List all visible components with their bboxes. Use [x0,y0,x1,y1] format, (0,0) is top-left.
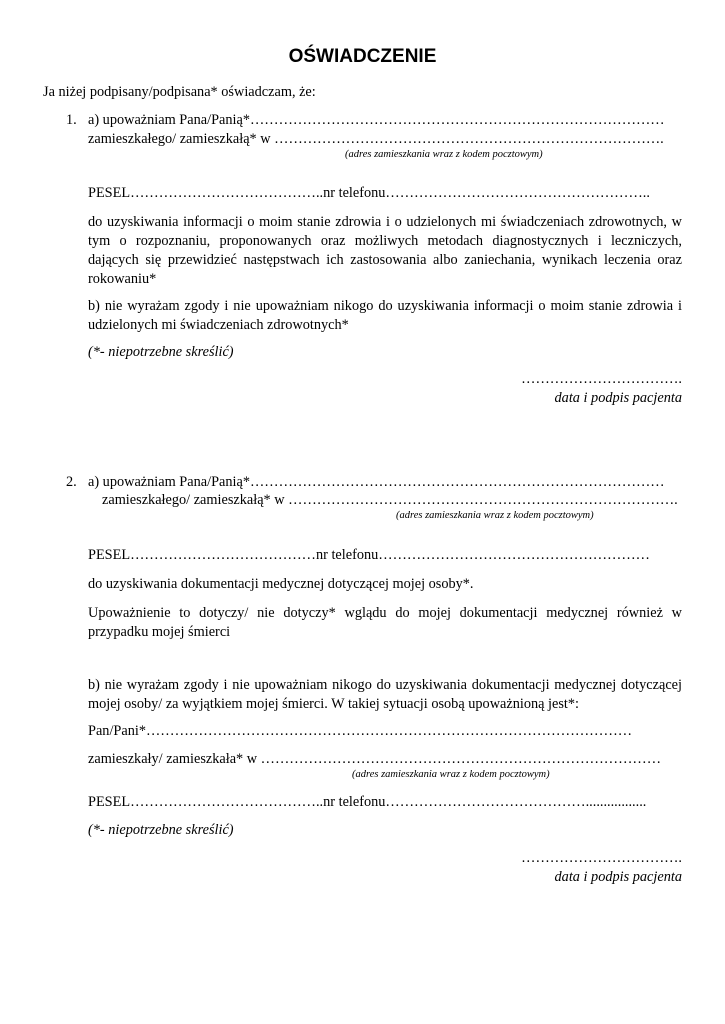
section-1-pesel-line: PESEL…………………………………..nr telefonu……………………………………………….. [88,185,650,201]
section-2-authorize-line: a) upoważniam Pana/Panią*…………………………………………………………………………… [88,474,665,490]
section-2-signature-dots: ……………………………. [521,850,682,866]
section-2-refuse-text: b) nie wyrażam zgody i nie upoważniam nikogo do uzyskiwania dokumentacji medycznej dotyczącej mojej osoby/ za wyjątkiem mojej śmierci. W takiej sytuacji osobą upoważnioną jest*: [88,677,682,712]
section-1-signature-dots: ……………………………. [521,371,682,387]
section-1-address-caption: (adres zamieszkania wraz z kodem pocztowym) [345,149,543,160]
document-title: OŚWIADCZENIE [288,46,437,67]
section-1-scope-text: do uzyskiwania informacji o moim stanie zdrowia i o udzielonych mi świadczeniach zdrowotnych, w tym o rozpoznaniu, proponowanych oraz możliwych metodach diagnostycznych i leczniczych, dających się przewidzieć następstwach ich zastosowania albo zaniechania, wynikach leczenia oraz rokowaniu* [88,214,682,287]
section-2-person-line: Pan/Pani*………………………………………………………………………………………… [88,723,633,739]
section-2-residence-line: zamieszkałego/ zamieszkałą* w ………………………………………………………………………. [102,492,678,508]
section-2-address-caption-2: (adres zamieszkania wraz z kodem pocztowym) [352,769,550,780]
section-1-refuse-text: b) nie wyrażam zgody i nie upoważniam nikogo do uzyskiwania informacji o moim stanie zdrowia i udzielonych mi świadczeniach zdrowotnych* [88,298,682,333]
section-1-signature-caption: data i podpis pacjenta [554,390,682,406]
section-2-number: 2. [66,474,77,490]
section-2-signature-caption: data i podpis pacjenta [554,869,682,885]
section-1-residence-line: zamieszkałego/ zamieszkałą* w ………………………………………………………………………. [88,131,664,147]
section-1-number: 1. [66,112,77,128]
section-2-address-caption: (adres zamieszkania wraz z kodem pocztowym) [396,510,594,521]
section-2-scope-text: do uzyskiwania dokumentacji medycznej dotyczącej mojej osoby*. [88,576,474,592]
intro-statement: Ja niżej podpisany/podpisana* oświadczam, że: [43,84,316,100]
section-2-footnote: (*- niepotrzebne skreślić) [88,822,234,838]
section-1-footnote: (*- niepotrzebne skreślić) [88,344,234,360]
section-2-pesel-line: PESEL…………………………………nr telefonu………………………………………………… [88,547,650,563]
section-2-residence2-line: zamieszkały/ zamieszkała* w ………………………………………………………………………… [88,751,661,767]
section-1-authorize-line: a) upoważniam Pana/Panią*…………………………………………………………………………… [88,112,665,128]
section-2-pesel2-line: PESEL…………………………………..nr telefonu……………………………………................. [88,794,647,810]
section-2-posthumous-text: Upoważnienie to dotyczy/ nie dotyczy* wglądu do mojej dokumentacji medycznej również w przypadku mojej śmierci [88,605,682,640]
